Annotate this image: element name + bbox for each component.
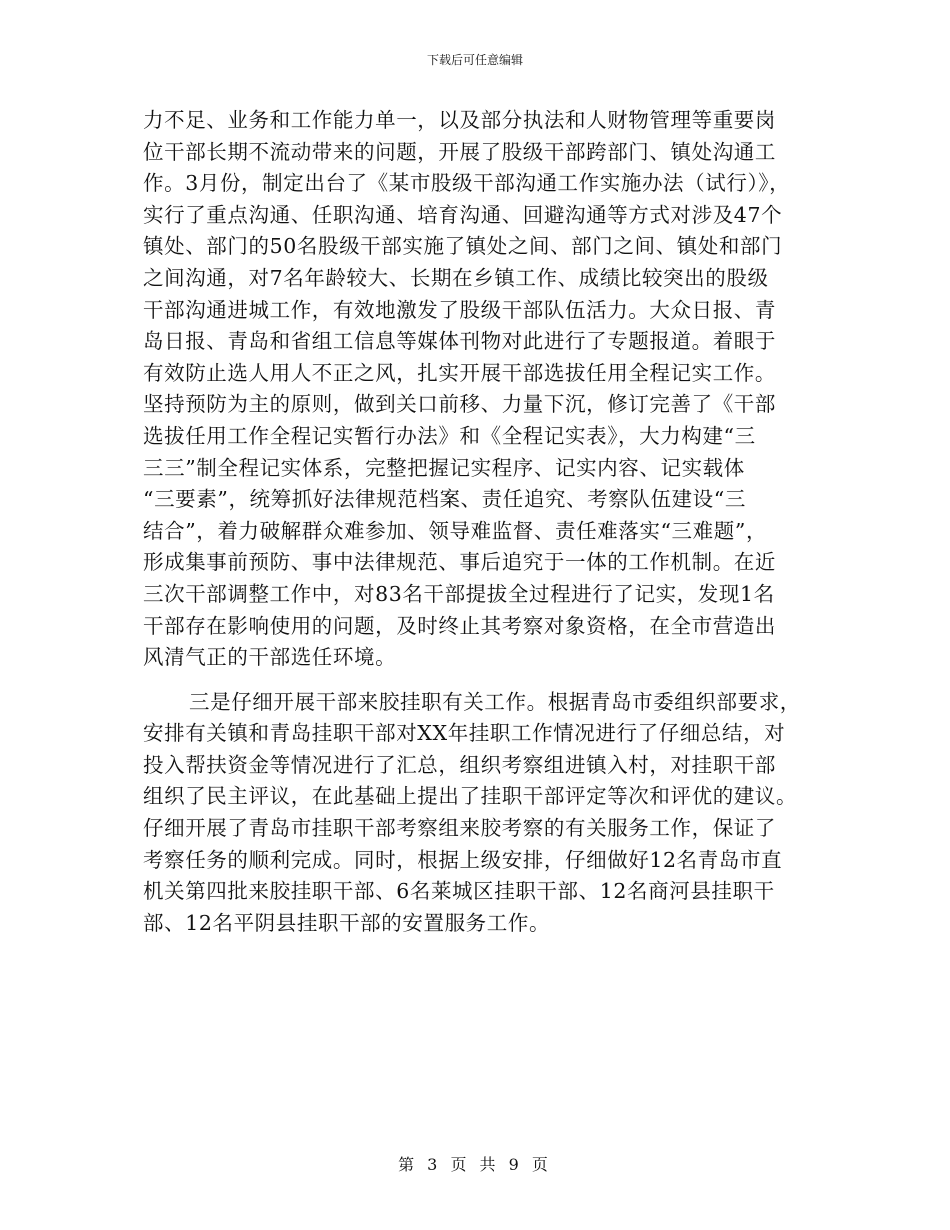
text-line: 机关第四批来胶挂职干部、6名莱城区挂职干部、12名商河县挂职干 (143, 879, 775, 904)
text-line: 结合”，着力破解群众难参加、领导难监督、责任难落实“三难题”， (143, 518, 768, 543)
text-line: 位干部长期不流动带来的问题，开展了股级干部跨部门、镇处沟通工 (143, 139, 776, 164)
text-line: 投入帮扶资金等情况进行了汇总，组织考察组进镇入村，对挂职干部 (143, 752, 776, 777)
text-line: 岛日报、青岛和省组工信息等媒体刊物对此进行了专题报道。着眼于 (143, 329, 776, 354)
text-line: 三次干部调整工作中，对83名干部提拔全过程进行了记实，发现1名 (143, 581, 775, 606)
text-line: 组织了民主评议，在此基础上提出了挂职干部评定等次和评优的建议。 (143, 784, 798, 809)
document-body (143, 105, 813, 939)
text-line: 干部沟通进城工作，有效地激发了股级干部队伍活力。大众日报、青 (143, 297, 776, 322)
text-line: 坚持预防为主的原则，做到关口前移、力量下沉，修订完善了《干部 (143, 392, 776, 417)
text-line: 实行了重点沟通、任职沟通、培育沟通、回避沟通等方式对涉及47个 (143, 202, 783, 227)
paragraph-1 (143, 105, 813, 674)
text-line: 选拔任用工作全程记实暂行办法》和《全程记实表》，大力构建“三 (143, 423, 756, 448)
text-line: 有效防止选人用人不正之风，扎实开展干部选拔任用全程记实工作。 (143, 360, 776, 385)
text-line: 三三”制全程记实体系，完整把握记实程序、记实内容、记实载体 (143, 455, 745, 480)
text-line: 三是仔细开展干部来胶挂职有关工作。根据青岛市委组织部要求， (189, 689, 801, 714)
text-line: 安排有关镇和青岛挂职干部对XX年挂职工作情况进行了仔细总结，对 (143, 721, 786, 746)
text-line: “三要素”，统筹抓好法律规范档案、责任追究、考察队伍建设“三 (143, 487, 746, 512)
text-line: 风清气正的干部选任环境。 (143, 645, 397, 670)
text-line: 干部存在影响使用的问题，及时终止其考察对象资格，在全市营造出 (143, 613, 776, 638)
text-line: 仔细开展了青岛市挂职干部考察组来胶考察的有关服务工作，保证了 (143, 816, 776, 841)
text-line: 考察任务的顺利完成。同时，根据上级安排，仔细做好12名青岛市直 (143, 847, 783, 872)
text-line: 部、12名平阴县挂职干部的安置服务工作。 (143, 910, 551, 935)
paragraph-2 (143, 687, 813, 940)
text-line: 力不足、业务和工作能力单一，以及部分执法和人财物管理等重要岗 (143, 108, 776, 132)
text-line: 镇处、部门的50名股级干部实施了镇处之间、部门之间、镇处和部门 (143, 234, 783, 259)
paragraph-gap (143, 674, 813, 687)
text-line: 形成集事前预防、事中法律规范、事后追究于一体的工作机制。在近 (143, 550, 776, 575)
text-line: 之间沟通，对7名年龄较大、长期在乡镇工作、成绩比较突出的股级 (143, 265, 769, 290)
page-header-note: 下载后可任意编辑 (426, 53, 523, 67)
page-number: 第 3 页 共 9 页 (398, 1155, 552, 1174)
text-line: 作。3月份，制定出台了《某市股级干部沟通工作实施办法（试行）》， (143, 171, 791, 196)
